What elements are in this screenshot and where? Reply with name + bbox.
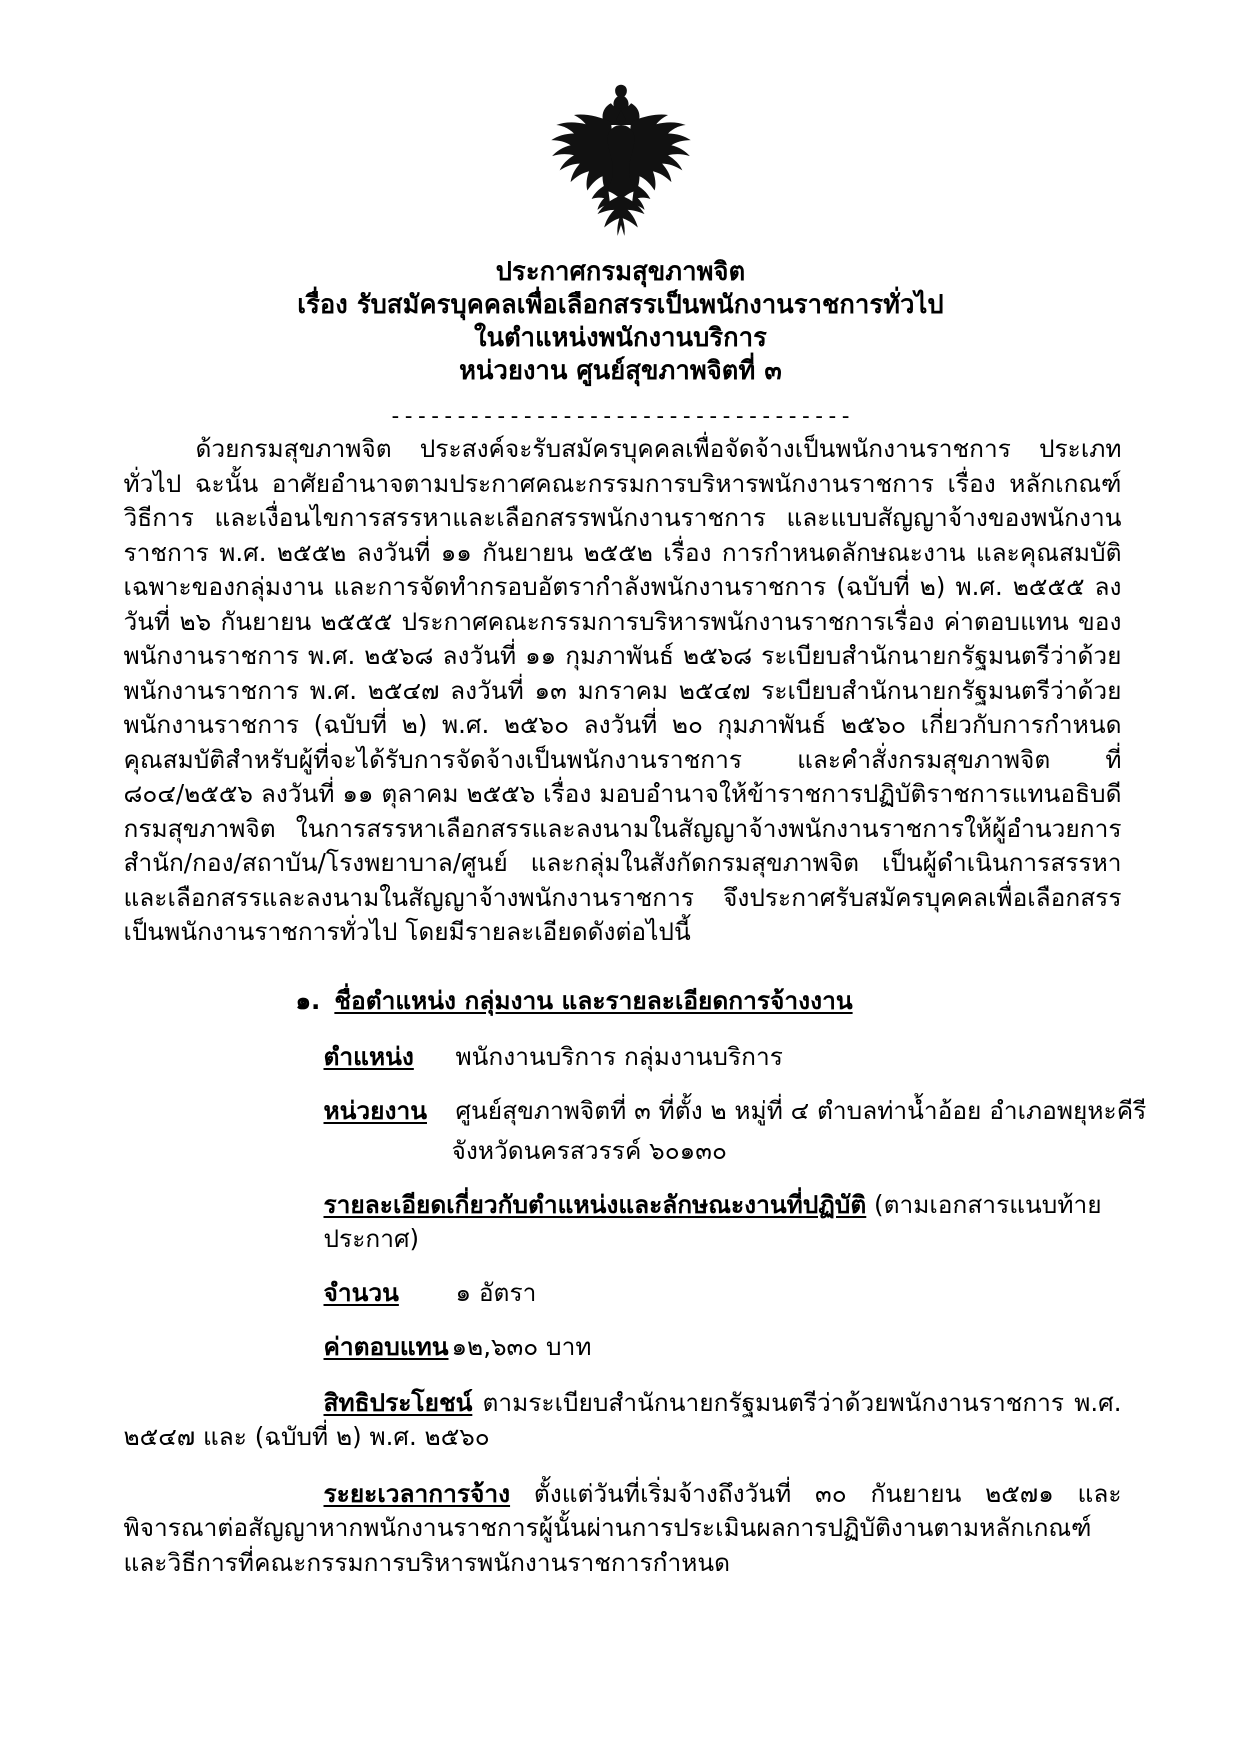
detail-row-benefits [124, 1386, 1122, 1455]
header-line-1: ประกาศกรมสุขภาพจิต [495, 257, 746, 287]
document-body [116, 432, 1147, 1580]
unit-label: หน่วยงาน [323, 1095, 427, 1125]
period-label: ระยะเวลาการจ้าง [323, 1478, 511, 1508]
detail-row-amount [324, 1276, 1122, 1310]
position-label: ตำแหน่ง [323, 1041, 414, 1071]
header-separator: ----------------------------------- [388, 404, 853, 429]
header-line-3: ในตำแหน่งพนักงานบริการ [474, 323, 767, 353]
salary-label: ค่าตอบแทน [323, 1331, 449, 1361]
amount-value: ๑ อัตรา [455, 1277, 537, 1307]
document-header [0, 256, 1241, 432]
detail-row-period [124, 1477, 1122, 1581]
unit-value-line-2: จังหวัดนครสวรรค์ ๖๐๑๓๐ [451, 1135, 727, 1165]
amount-label: จำนวน [323, 1277, 399, 1307]
benefits-value: ตามระเบียบสำนักนายกรัฐมนตรีว่าด้วยพนักงานราชการ พ.ศ. ๒๕๔๗ และ (ฉบับที่ ๒) พ.ศ. ๒๕๖๐ [123, 1387, 1122, 1451]
job-description-value: (ตามเอกสารแนบท้ายประกาศ) [323, 1189, 1102, 1253]
header-line-2: เรื่อง รับสมัครบุคคลเพื่อเลือกสรรเป็นพนักงานราชการทั่วไป [297, 290, 944, 320]
section-1 [123, 984, 1147, 1581]
garuda-emblem-icon [536, 78, 706, 246]
header-line-4: หน่วยงาน ศูนย์สุขภาพจิตที่ ๓ [459, 356, 782, 386]
detail-row-job-description [324, 1188, 1122, 1256]
detail-row-unit [323, 1094, 1147, 1128]
unit-value: ศูนย์สุขภาพจิตที่ ๓ ที่ตั้ง ๒ หมู่ที่ ๔ ตำบลท่าน้ำอ้อย อำเภอพยุหะคีรี [455, 1095, 1147, 1125]
detail-row-position [324, 1040, 1122, 1074]
section-1-details [323, 1040, 1147, 1364]
benefits-label: สิทธิประโยชน์ [323, 1387, 473, 1417]
section-1-heading [296, 984, 1122, 1018]
emblem-container [0, 0, 1241, 246]
period-value: ตั้งแต่วันที่เริ่มจ้างถึงวันที่ ๓๐ กันยายน ๒๕๗๑ และพิจารณาต่อสัญญาหากพนักงานราชการผู้นั้นผ่านการประเมินผลการปฏิบัติงานตามหลักเกณฑ์และวิธีการที่คณะกรรมการบริหารพนักงานราชการกำหนด [123, 1478, 1122, 1577]
job-description-label: รายละเอียดเกี่ยวกับตำแหน่งและลักษณะงานที่ปฏิบัติ [323, 1189, 867, 1219]
salary-value: ๑๒,๖๓๐ บาท [451, 1331, 592, 1361]
section-1-number: ๑. [295, 985, 321, 1015]
position-value: พนักงานบริการ กลุ่มงานบริการ [455, 1041, 783, 1071]
section-1-title: ชื่อตำแหน่ง กลุ่มงาน และรายละเอียดการจ้างงาน [334, 985, 853, 1015]
detail-row-salary [324, 1330, 1122, 1364]
intro-paragraph: ด้วยกรมสุขภาพจิต ประสงค์จะรับสมัครบุคคลเพื่อจัดจ้างเป็นพนักงานราชการ ประเภททั่วไป ฉะนั้น อาศัยอำนาจตามประกาศคณะกรรมการบริหารพนักงานราชการ เรื่อง หลักเกณฑ์ วิธีการ และเงื่อนไขการสรรหาและเลือกสรรพนักงานราชการ และแบบสัญญาจ้างของพนักงานราชการ พ.ศ. ๒๕๕๒ ลงวันที่ ๑๑ กันยายน ๒๕๕๒ เรื่อง การกำหนดลักษณะงาน และคุณสมบัติเฉพาะของกลุ่มงาน และการจัดทำกรอบอัตรากำลังพนักงานราชการ (ฉบับที่ ๒) พ.ศ. ๒๕๕๕ ลงวันที่ ๒๖ กันยายน ๒๕๕๕ ประกาศคณะกรรมการบริหารพนักงานราชการเรื่อง ค่าตอบแทน ของพนักงานราชการ พ.ศ. ๒๕๖๘ ลงวันที่ ๑๑ กุมภาพันธ์ ๒๕๖๘ ระเบียบสำนักนายกรัฐมนตรีว่าด้วยพนักงานราชการ พ.ศ. ๒๕๔๗ ลงวันที่ ๑๓ มกราคม ๒๕๔๗ ระเบียบสำนักนายกรัฐมนตรีว่าด้วยพนักงานราชการ (ฉบับที่ ๒) พ.ศ. ๒๕๖๐ ลงวันที่ ๒๐ กุมภาพันธ์ ๒๕๖๐ เกี่ยวกับการกำหนดคุณสมบัติสำหรับผู้ที่จะได้รับการจัดจ้างเป็นพนักงานราชการ และคำสั่งกรมสุขภาพจิต ที่ ๘๐๔/๒๕๕๖ ลงวันที่ ๑๑ ตุลาคม ๒๕๕๖ เรื่อง มอบอำนาจให้ข้าราชการปฏิบัติราชการแทนอธิบดีกรมสุขภาพจิต ในการสรรหาเลือกสรรและลงนามในสัญญาจ้างพนักงานราชการให้ผู้อำนวยการสำนัก/กอง/สถาบัน/โรงพยาบาล/ศูนย์ และกลุ่มในสังกัดกรมสุขภาพจิต เป็นผู้ดำเนินการสรรหาและเลือกสรรและลงนามในสัญญาจ้างพนักงานราชการ จึงประกาศรับสมัครบุคคลเพื่อเลือกสรรเป็นพนักงานราชการทั่วไป โดยมีรายละเอียดดังต่อไปนี้ [123, 434, 1122, 946]
